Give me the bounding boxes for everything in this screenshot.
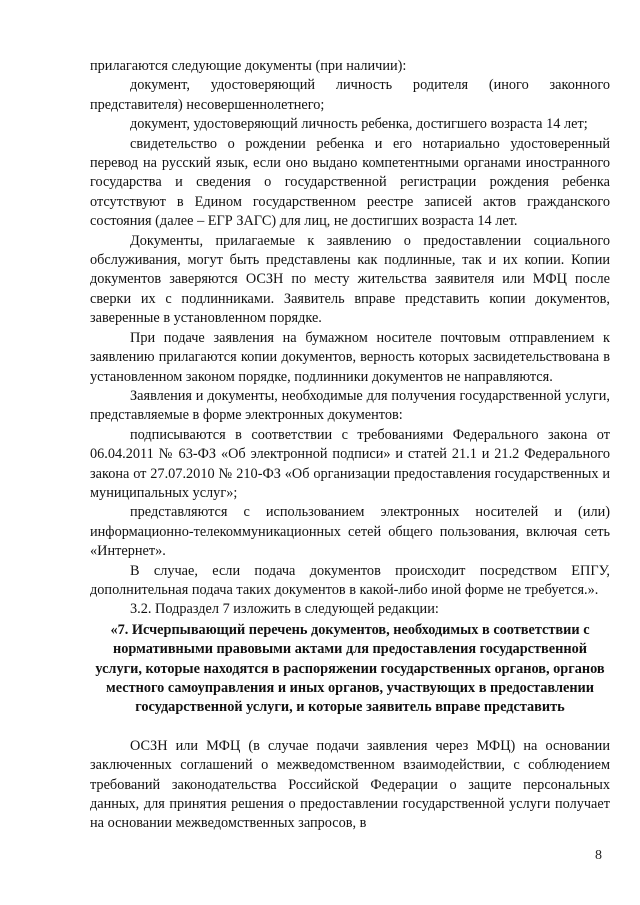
paragraph-intro: прилагаются следующие документы (при наличии): bbox=[90, 58, 407, 74]
paragraph-item-parent-id: документ, удостоверяющий личность родителя (иного законного представителя) несовершеннолетнего; bbox=[90, 77, 610, 113]
paragraph-item-birth-certificate: свидетельство о рождении ребенка и его нотариально удостоверенный перевод на русский язык, если оно выдано компетентными органами иностранного государства и сведения о государственной регистрации рождения ребенка отсутствуют в Едином государственном реестре записей актов гражданского состояния (далее – ЕГР ЗАГС) для лиц, не достигших возраста 14 лет. bbox=[90, 135, 610, 230]
paragraph-electronic: Заявления и документы, необходимые для получения государственной услуги, представляемые в форме электронных документов: bbox=[90, 387, 610, 424]
paragraph-item-child-id: документ, удостоверяющий личность ребенка, достигшего возраста 14 лет; bbox=[130, 116, 588, 133]
page-number: 8 bbox=[595, 848, 602, 863]
paragraph-signed: подписываются в соответствии с требованиями Федерального закона от 06.04.2011 № 63-ФЗ «Об электронной подписи» и статей 21.1 и 21.2 Федерального закона от 27.07.2010 № 210-ФЗ «Об организации предоставления государственных и муниципальных услуг»; bbox=[90, 426, 610, 501]
paragraph-subsection: 3.2. Подраздел 7 изложить в следующей редакции: bbox=[130, 601, 439, 618]
section-heading: «7. Исчерпывающий перечень документов, необходимых в соответствии с нормативными правовыми актами для предоставления государственной услуги, которые находятся в распоряжении государственных органов, органов местного самоуправления и иных органов, участвующих в предоставлении государственной услуги, и которые заявитель вправе представить bbox=[95, 621, 605, 716]
paragraph-postal: При подаче заявления на бумажном носителе почтовым отправлением к заявлению прилагаются копии документов, верность которых засвидетельствована в установленном законом порядке, подлинники документов не направляются. bbox=[90, 329, 610, 385]
paragraph-epgu: В случае, если подача документов происходит посредством ЕПГУ, дополнительная подача таких документов в какой-либо иной форме не требуется.». bbox=[90, 562, 610, 598]
paragraph-networks: представляются с использованием электронных носителей и (или) информационно-телекоммуникационных сетей общего пользования, включая сеть «Интернет». bbox=[90, 504, 610, 560]
document-body bbox=[90, 57, 610, 834]
paragraph-interagency: ОСЗН или МФЦ (в случае подачи заявления через МФЦ) на основании заключенных соглашений о межведомственном взаимодействии, с соблюдением требований законодательства Российской Федерации о защите персональных данных, для принятия решения о предоставлении государственной услуги получает на основании межведомственных запросов, в bbox=[90, 737, 610, 832]
paragraph-copies: Документы, прилагаемые к заявлению о предоставлении социального обслуживания, могут быть представлены как подлинные, так и их копии. Копии документов заверяются ОСЗН по месту жительства заявителя или МФЦ после сверки их с подлинниками. Заявитель вправе представить копии документов, заверенные в установленном порядке. bbox=[90, 232, 610, 327]
